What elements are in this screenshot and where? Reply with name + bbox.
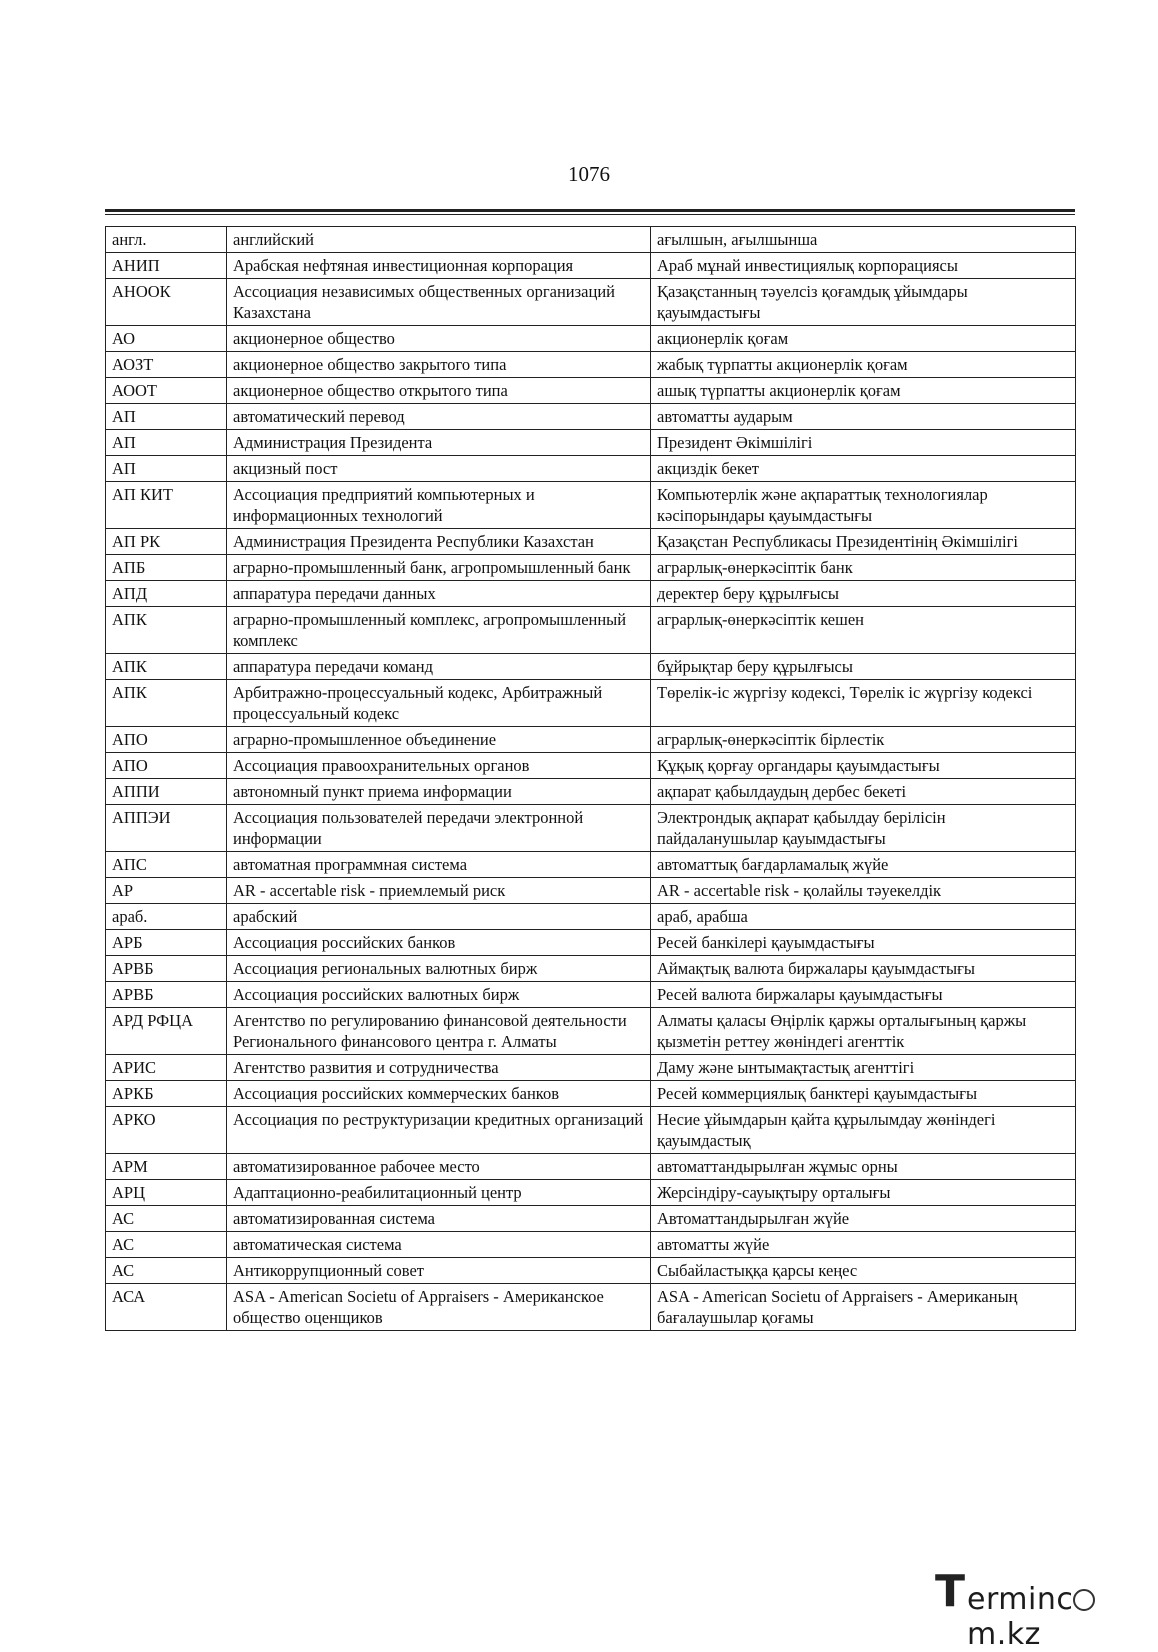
table-row: [106, 779, 1076, 805]
table-row: [106, 680, 1076, 727]
kazakh-term-cell: Алматы қаласы Өңірлік қаржы орталығының қаржы қызметін реттеу жөніндегі агенттік: [651, 1008, 1076, 1055]
kazakh-term-cell: Ресей банкілері қауымдастығы: [651, 930, 1076, 956]
russian-term-cell: арабский: [227, 904, 651, 930]
glossary-body: [106, 227, 1076, 1331]
table-row: [106, 805, 1076, 852]
abbreviation-cell: АППЭИ: [106, 805, 227, 852]
abbreviation-cell: АП: [106, 404, 227, 430]
kazakh-term-cell: жабық түрпатты акционерлік қоғам: [651, 352, 1076, 378]
termincom-logo: [935, 1566, 1150, 1652]
kazakh-term-cell: аграрлық-өнеркәсіптік банк: [651, 555, 1076, 581]
logo-text-b: m.kz: [967, 1617, 1041, 1652]
kazakh-term-cell: ақпарат қабылдаудың дербес бекеті: [651, 779, 1076, 805]
table-row: [106, 404, 1076, 430]
abbreviation-cell: АП: [106, 430, 227, 456]
abbreviation-cell: АС: [106, 1258, 227, 1284]
kazakh-term-cell: Сыбайластыққа қарсы кеңес: [651, 1258, 1076, 1284]
russian-term-cell: автономный пункт приема информации: [227, 779, 651, 805]
kazakh-term-cell: Электрондық ақпарат қабылдау берілісін пайдаланушылар қауымдастығы: [651, 805, 1076, 852]
kazakh-term-cell: ASA - American Societu of Appraisers - Американың бағалаушылар қоғамы: [651, 1284, 1076, 1331]
logo-text: [967, 1582, 1150, 1652]
abbreviation-cell: АПБ: [106, 555, 227, 581]
russian-term-cell: Ассоциация независимых общественных организаций Казахстана: [227, 279, 651, 326]
abbreviation-cell: АРД РФЦА: [106, 1008, 227, 1055]
kazakh-term-cell: Президент Әкімшілігі: [651, 430, 1076, 456]
russian-term-cell: автоматная программная система: [227, 852, 651, 878]
russian-term-cell: Ассоциация по реструктуризации кредитных организаций: [227, 1107, 651, 1154]
russian-term-cell: Администрация Президента: [227, 430, 651, 456]
russian-term-cell: акционерное общество закрытого типа: [227, 352, 651, 378]
kazakh-term-cell: ашық түрпатты акционерлік қоғам: [651, 378, 1076, 404]
russian-term-cell: Ассоциация правоохранительных органов: [227, 753, 651, 779]
russian-term-cell: автоматическая система: [227, 1232, 651, 1258]
table-row: [106, 1154, 1076, 1180]
abbreviation-cell: АП РК: [106, 529, 227, 555]
table-row: [106, 607, 1076, 654]
russian-term-cell: AR - accertable risk - приемлемый риск: [227, 878, 651, 904]
russian-term-cell: акционерное общество открытого типа: [227, 378, 651, 404]
russian-term-cell: Адаптационно-реабилитационный центр: [227, 1180, 651, 1206]
kazakh-term-cell: араб, арабша: [651, 904, 1076, 930]
table-row: [106, 956, 1076, 982]
abbreviation-cell: АПО: [106, 727, 227, 753]
abbreviation-cell: АОЗТ: [106, 352, 227, 378]
table-row: [106, 352, 1076, 378]
glossary-table: [105, 226, 1076, 1331]
table-row: [106, 930, 1076, 956]
kazakh-term-cell: ағылшын, ағылшынша: [651, 227, 1076, 253]
table-row: [106, 482, 1076, 529]
russian-term-cell: аппаратура передачи данных: [227, 581, 651, 607]
abbreviation-cell: АС: [106, 1232, 227, 1258]
abbreviation-cell: АО: [106, 326, 227, 352]
kazakh-term-cell: Жерсіндіру-сауықтыру орталығы: [651, 1180, 1076, 1206]
russian-term-cell: Ассоциация региональных валютных бирж: [227, 956, 651, 982]
abbreviation-cell: АООТ: [106, 378, 227, 404]
abbreviation-cell: АС: [106, 1206, 227, 1232]
table-row: [106, 1258, 1076, 1284]
table-row: [106, 727, 1076, 753]
kazakh-term-cell: Несие ұйымдарын қайта құрылымдау жөніндегі қауымдастық: [651, 1107, 1076, 1154]
kazakh-term-cell: Автоматтандырылған жүйе: [651, 1206, 1076, 1232]
table-row: [106, 1232, 1076, 1258]
russian-term-cell: Ассоциация предприятий компьютерных и информационных технологий: [227, 482, 651, 529]
header-rule-thick: [105, 209, 1075, 212]
kazakh-term-cell: Қазақстанның тәуелсіз қоғамдық ұйымдары қауымдастығы: [651, 279, 1076, 326]
logo-circle-icon: [1073, 1589, 1095, 1611]
russian-term-cell: аграрно-промышленный банк, агропромышленный банк: [227, 555, 651, 581]
table-row: [106, 581, 1076, 607]
kazakh-term-cell: автоматтандырылған жұмыс орны: [651, 1154, 1076, 1180]
table-row: [106, 555, 1076, 581]
kazakh-term-cell: аграрлық-өнеркәсіптік кешен: [651, 607, 1076, 654]
abbreviation-cell: англ.: [106, 227, 227, 253]
russian-term-cell: Агентство по регулированию финансовой деятельности Регионального финансового центра г. Алматы: [227, 1008, 651, 1055]
abbreviation-cell: АРВБ: [106, 956, 227, 982]
table-row: [106, 456, 1076, 482]
abbreviation-cell: АП КИТ: [106, 482, 227, 529]
table-row: [106, 982, 1076, 1008]
russian-term-cell: Антикоррупционный совет: [227, 1258, 651, 1284]
table-row: [106, 378, 1076, 404]
table-row: [106, 529, 1076, 555]
abbreviation-cell: АНООК: [106, 279, 227, 326]
abbreviation-cell: АПО: [106, 753, 227, 779]
kazakh-term-cell: Қазақстан Республикасы Президентінің Әкімшілігі: [651, 529, 1076, 555]
russian-term-cell: ASA - American Societu of Appraisers - Американское общество оценщиков: [227, 1284, 651, 1331]
table-row: [106, 1081, 1076, 1107]
page-number: 1076: [568, 162, 610, 186]
table-row: [106, 753, 1076, 779]
russian-term-cell: акционерное общество: [227, 326, 651, 352]
kazakh-term-cell: Даму және ынтымақтастық агенттігі: [651, 1055, 1076, 1081]
russian-term-cell: аграрно-промышленный комплекс, агропромышленный комплекс: [227, 607, 651, 654]
abbreviation-cell: АП: [106, 456, 227, 482]
kazakh-term-cell: AR - accertable risk - қолайлы тәуекелдік: [651, 878, 1076, 904]
kazakh-term-cell: акциздік бекет: [651, 456, 1076, 482]
abbreviation-cell: АПС: [106, 852, 227, 878]
russian-term-cell: английский: [227, 227, 651, 253]
abbreviation-cell: араб.: [106, 904, 227, 930]
kazakh-term-cell: Араб мұнай инвестициялық корпорациясы: [651, 253, 1076, 279]
abbreviation-cell: АРКБ: [106, 1081, 227, 1107]
table-row: [106, 1180, 1076, 1206]
russian-term-cell: Ассоциация пользователей передачи электронной информации: [227, 805, 651, 852]
kazakh-term-cell: бұйрықтар беру құрылғысы: [651, 654, 1076, 680]
table-row: [106, 1008, 1076, 1055]
abbreviation-cell: АПК: [106, 607, 227, 654]
abbreviation-cell: АРЦ: [106, 1180, 227, 1206]
russian-term-cell: автоматизированное рабочее место: [227, 1154, 651, 1180]
logo-text-a: erminc: [967, 1582, 1074, 1617]
kazakh-term-cell: автоматтық бағдарламалық жүйе: [651, 852, 1076, 878]
kazakh-term-cell: Төрелік-іс жүргізу кодексі, Төрелік іс жүргізу кодексі: [651, 680, 1076, 727]
kazakh-term-cell: аграрлық-өнеркәсіптік бірлестік: [651, 727, 1076, 753]
abbreviation-cell: АПК: [106, 680, 227, 727]
kazakh-term-cell: акционерлік қоғам: [651, 326, 1076, 352]
russian-term-cell: автоматизированная система: [227, 1206, 651, 1232]
kazakh-term-cell: Ресей валюта биржалары қауымдастығы: [651, 982, 1076, 1008]
table-row: [106, 253, 1076, 279]
table-row: [106, 279, 1076, 326]
abbreviation-cell: АПД: [106, 581, 227, 607]
kazakh-term-cell: деректер беру құрылғысы: [651, 581, 1076, 607]
russian-term-cell: Агентство развития и сотрудничества: [227, 1055, 651, 1081]
russian-term-cell: Ассоциация российских банков: [227, 930, 651, 956]
abbreviation-cell: АРБ: [106, 930, 227, 956]
russian-term-cell: аграрно-промышленное объединение: [227, 727, 651, 753]
table-row: [106, 654, 1076, 680]
kazakh-term-cell: автоматты аударым: [651, 404, 1076, 430]
russian-term-cell: Администрация Президента Республики Казахстан: [227, 529, 651, 555]
abbreviation-cell: АРВБ: [106, 982, 227, 1008]
table-row: [106, 1206, 1076, 1232]
kazakh-term-cell: Компьютерлік және ақпараттық технологиялар кәсіпорындары қауымдастығы: [651, 482, 1076, 529]
abbreviation-cell: АРМ: [106, 1154, 227, 1180]
kazakh-term-cell: Ресей коммерциялық банктері қауымдастығы: [651, 1081, 1076, 1107]
header-rule-thin: [105, 214, 1075, 215]
table-row: [106, 904, 1076, 930]
russian-term-cell: Арбитражно-процессуальный кодекс, Арбитражный процессуальный кодекс: [227, 680, 651, 727]
kazakh-term-cell: автоматты жүйе: [651, 1232, 1076, 1258]
russian-term-cell: Арабская нефтяная инвестиционная корпорация: [227, 253, 651, 279]
table-row: [106, 1055, 1076, 1081]
table-row: [106, 227, 1076, 253]
table-row: [106, 430, 1076, 456]
kazakh-term-cell: Аймақтық валюта биржалары қауымдастығы: [651, 956, 1076, 982]
kazakh-term-cell: Құқық қорғау органдары қауымдастығы: [651, 753, 1076, 779]
table-row: [106, 852, 1076, 878]
abbreviation-cell: АРКО: [106, 1107, 227, 1154]
abbreviation-cell: АР: [106, 878, 227, 904]
abbreviation-cell: АППИ: [106, 779, 227, 805]
table-row: [106, 878, 1076, 904]
table-row: [106, 326, 1076, 352]
abbreviation-cell: АНИП: [106, 253, 227, 279]
russian-term-cell: Ассоциация российских коммерческих банков: [227, 1081, 651, 1107]
abbreviation-cell: АСА: [106, 1284, 227, 1331]
russian-term-cell: Ассоциация российских валютных бирж: [227, 982, 651, 1008]
table-row: [106, 1284, 1076, 1331]
logo-letter: T: [935, 1566, 966, 1617]
russian-term-cell: автоматический перевод: [227, 404, 651, 430]
abbreviation-cell: АПК: [106, 654, 227, 680]
table-row: [106, 1107, 1076, 1154]
russian-term-cell: акцизный пост: [227, 456, 651, 482]
abbreviation-cell: АРИС: [106, 1055, 227, 1081]
russian-term-cell: аппаратура передачи команд: [227, 654, 651, 680]
